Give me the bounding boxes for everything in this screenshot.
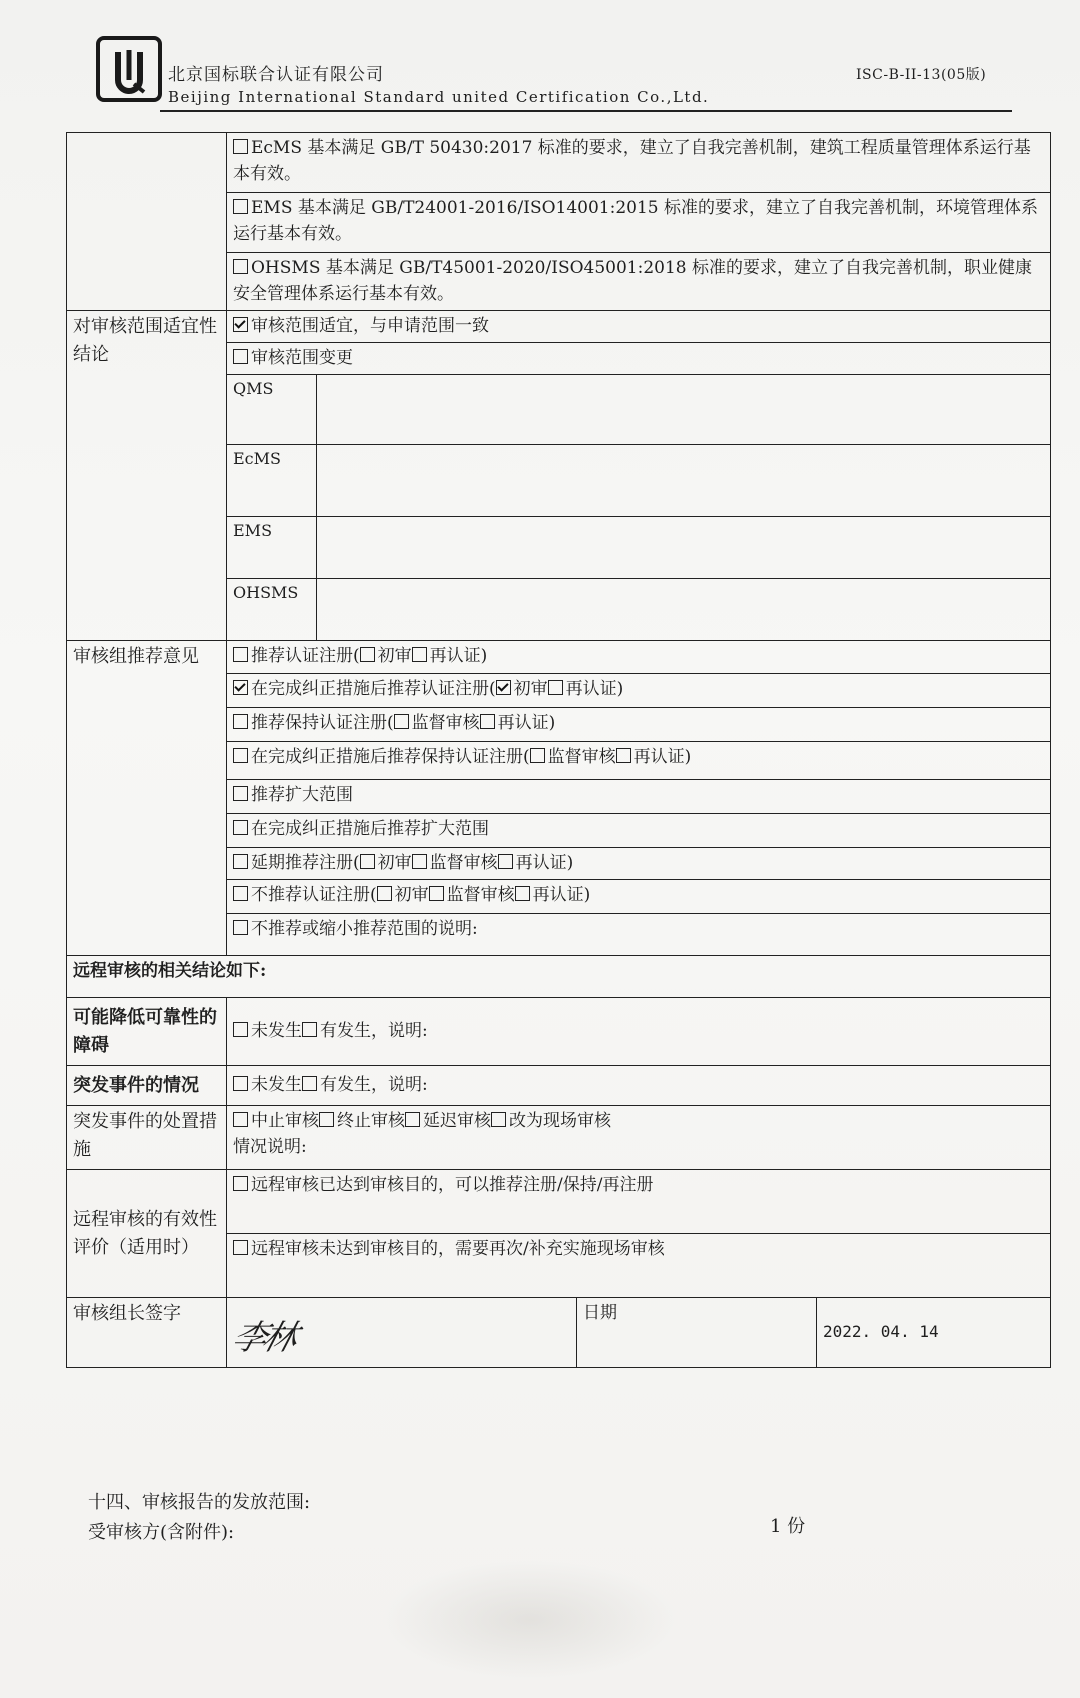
checkbox-rec-7[interactable] [233,854,248,869]
rec-3-text: 推荐保持认证注册( [251,713,394,733]
checkbox-validity-yes[interactable] [233,1176,248,1191]
rec-9-text: 不推荐或缩小推荐范围的说明: [251,919,478,939]
distribution-section-title: 十四、审核报告的发放范围: [88,1492,311,1513]
rec-7-opt-surveillance: 监督审核 [429,853,498,873]
rec-2-text: 在完成纠正措施后推荐认证注册( [251,679,496,699]
rec-4-opt-surveillance: 监督审核 [547,747,616,767]
rec-4-text: 在完成纠正措施后推荐保持认证注册( [251,747,530,767]
emergency-none-text: 未发生 [251,1075,302,1096]
checkbox-rec-4[interactable] [233,748,248,763]
rec-6-text: 在完成纠正措施后推荐扩大范围 [251,819,489,839]
emergency-yes-text: 有发生，说明: [320,1075,428,1096]
distribution-recipient: 受审核方(含附件): [88,1522,235,1543]
recommendation-label: 审核组推荐意见 [67,641,227,956]
rec-8-opt-recert: 再认证) [532,885,591,905]
distribution-copies: 1 份 [770,1516,806,1537]
checkbox-rec-5[interactable] [233,786,248,801]
emergency-label: 突发事件的情况 [67,1066,227,1106]
system-label-ecms: EcMS [227,445,317,517]
document-code: ISC-B-II-13(05版) [856,67,987,83]
checkbox-rec-2[interactable] [233,680,248,695]
scope-qms-field[interactable] [317,375,1051,445]
checkbox-rec-4-surveillance[interactable] [530,748,545,763]
handling-opt-onsite: 改为现场审核 [509,1111,611,1131]
checkbox-ems[interactable] [233,199,248,214]
header-divider [160,110,1012,112]
rec-7-opt-initial: 初审 [377,853,412,873]
checkbox-validity-no[interactable] [233,1240,248,1255]
handling-options [233,1108,1044,1134]
checkbox-rec-8-initial[interactable] [377,886,392,901]
checkbox-rec-7-recert[interactable] [498,854,513,869]
rec-cell-1 [227,641,1051,674]
date-label: 日期 [577,1298,817,1368]
rec-3-opt-surveillance: 监督审核 [411,713,480,733]
checkbox-rec-9[interactable] [233,920,248,935]
checkbox-rec-8-recert[interactable] [515,886,530,901]
blank-label-cell [67,133,227,311]
scope-appropriate-text: 审核范围适宜，与申请范围一致 [251,316,489,336]
validity-row-1 [67,1170,1051,1234]
emergency-cell [227,1066,1051,1106]
rec-row-1 [67,641,1051,674]
audit-conclusion-table [66,132,1051,1368]
rec-cell-9 [227,914,1051,956]
checkbox-delay-audit[interactable] [405,1112,420,1127]
checkbox-terminate-audit[interactable] [319,1112,334,1127]
validity-label: 远程审核的有效性评价（适用时） [67,1170,227,1298]
checkbox-rec-2-recert[interactable] [548,680,563,695]
scope-label: 对审核范围适宜性结论 [67,311,227,641]
rec-cell-5 [227,780,1051,814]
ems-cell [227,193,1051,253]
rec-7-text: 延期推荐注册( [251,853,360,873]
rec-8-text: 不推荐认证注册( [251,885,377,905]
remote-heading: 远程审核的相关结论如下: [67,956,1051,998]
checkbox-rec-7-surveillance[interactable] [412,854,427,869]
checkbox-onsite-audit[interactable] [491,1112,506,1127]
ecms-cell [227,133,1051,193]
checkbox-ohsms[interactable] [233,259,248,274]
rec-cell-4 [227,742,1051,780]
handling-opt-suspend: 中止审核 [251,1111,319,1131]
scope-appropriate-cell [227,311,1051,343]
validity-no-cell [227,1234,1051,1298]
rec-cell-6 [227,814,1051,848]
company-logo-icon [96,36,162,102]
validity-no-text: 远程审核未达到审核目的，需要再次/补充实施现场审核 [251,1239,665,1259]
scope-change-text: 审核范围变更 [251,348,353,368]
rec-cell-2 [227,674,1051,708]
situation-note: 情况说明: [233,1137,307,1158]
validity-yes-cell [227,1170,1051,1234]
checkbox-emergency-none[interactable] [233,1076,248,1091]
checkbox-rec-6[interactable] [233,820,248,835]
checkbox-rec-3-recert[interactable] [480,714,495,729]
checkbox-rec-3-surveillance[interactable] [394,714,409,729]
rec-cell-7 [227,848,1051,880]
scope-appropriate-row [67,311,1051,343]
rec-8-opt-surveillance: 监督审核 [446,885,515,905]
remote-heading-row [67,956,1051,998]
scope-ems-field[interactable] [317,517,1051,579]
handling-opt-delay: 延迟审核 [423,1111,491,1131]
checkbox-emergency-yes[interactable] [302,1076,317,1091]
handling-label: 突发事件的处置措施 [67,1106,227,1170]
rec-1-text: 推荐认证注册( [251,646,360,666]
scope-ohsms-field[interactable] [317,579,1051,641]
checkbox-obstacle-yes[interactable] [302,1022,317,1037]
obstacle-yes-text: 有发生，说明: [320,1021,428,1042]
rec-8-opt-initial: 初审 [394,885,429,905]
system-label-qms: QMS [227,375,317,445]
rec-3-opt-recert: 再认证) [497,713,556,733]
obstacle-none-text: 未发生 [251,1021,302,1042]
checkbox-rec-4-recert[interactable] [616,748,631,763]
scope-ecms-field[interactable] [317,445,1051,517]
checkbox-rec-1-recert[interactable] [412,647,427,662]
checkbox-ecms[interactable] [233,139,248,154]
rec-2-opt-initial: 初审 [513,679,548,699]
rec-2-opt-recert: 再认证) [565,679,624,699]
rec-5-text: 推荐扩大范围 [251,785,353,805]
paper-stain [380,1560,680,1680]
ems-conclusion: EMS 基本满足 GB/T24001-2016/ISO14001:2015 标准的要求，建立了自我完善机制，环境管理体系运行基本有效。 [233,198,1038,245]
handling-opt-terminate: 终止审核 [337,1111,405,1131]
checkbox-rec-8-surveillance[interactable] [429,886,444,901]
checkbox-rec-8[interactable] [233,886,248,901]
system-label-ems: EMS [227,517,317,579]
obstacle-label: 可能降低可靠性的障碍 [67,998,227,1066]
validity-yes-text: 远程审核已达到审核目的，可以推荐注册/保持/再注册 [251,1175,654,1195]
leader-signature-label: 审核组长签字 [67,1298,227,1368]
ecms-row [67,133,1051,193]
checkbox-scope-appropriate[interactable] [233,317,248,332]
ohsms-conclusion: OHSMS 基本满足 GB/T45001-2020/ISO45001:2018 标准的要求，建立了自我完善机制，职业健康安全管理体系运行基本有效。 [233,258,1032,305]
checkbox-scope-change[interactable] [233,349,248,364]
emergency-row [67,1066,1051,1106]
rec-1-opt-recert: 再认证) [429,646,488,666]
ohsms-cell [227,253,1051,311]
obstacle-cell [227,998,1051,1066]
obstacle-row [67,998,1051,1066]
rec-4-opt-recert: 再认证) [633,747,692,767]
checkbox-rec-1[interactable] [233,647,248,662]
handling-cell [227,1106,1051,1170]
rec-7-opt-recert: 再认证) [515,853,574,873]
signoff-row [67,1298,1051,1368]
rec-cell-3 [227,708,1051,742]
company-name-cn: 北京国标联合认证有限公司 [168,65,384,85]
handling-row [67,1106,1051,1170]
scope-change-cell [227,343,1051,375]
checkbox-rec-1-initial[interactable] [360,647,375,662]
signature-cell[interactable] [227,1298,577,1368]
checkbox-rec-3[interactable] [233,714,248,729]
checkbox-rec-7-initial[interactable] [360,854,375,869]
logo-mark [104,44,154,94]
checkbox-suspend-audit[interactable] [233,1112,248,1127]
company-name-en: Beijing International Standard united Certification Co.,Ltd. [168,88,710,106]
rec-cell-8 [227,880,1051,914]
checkbox-rec-2-initial[interactable] [496,680,511,695]
system-label-ohsms: OHSMS [227,579,317,641]
rec-1-opt-initial: 初审 [377,646,412,666]
ecms-conclusion: EcMS 基本满足 GB/T 50430:2017 标准的要求，建立了自我完善机制，建筑工程质量管理体系运行基本有效。 [233,138,1031,185]
date-value: 2022. 04. 14 [817,1298,1051,1368]
leader-signature: 李林 [227,1318,299,1358]
checkbox-obstacle-none[interactable] [233,1022,248,1037]
